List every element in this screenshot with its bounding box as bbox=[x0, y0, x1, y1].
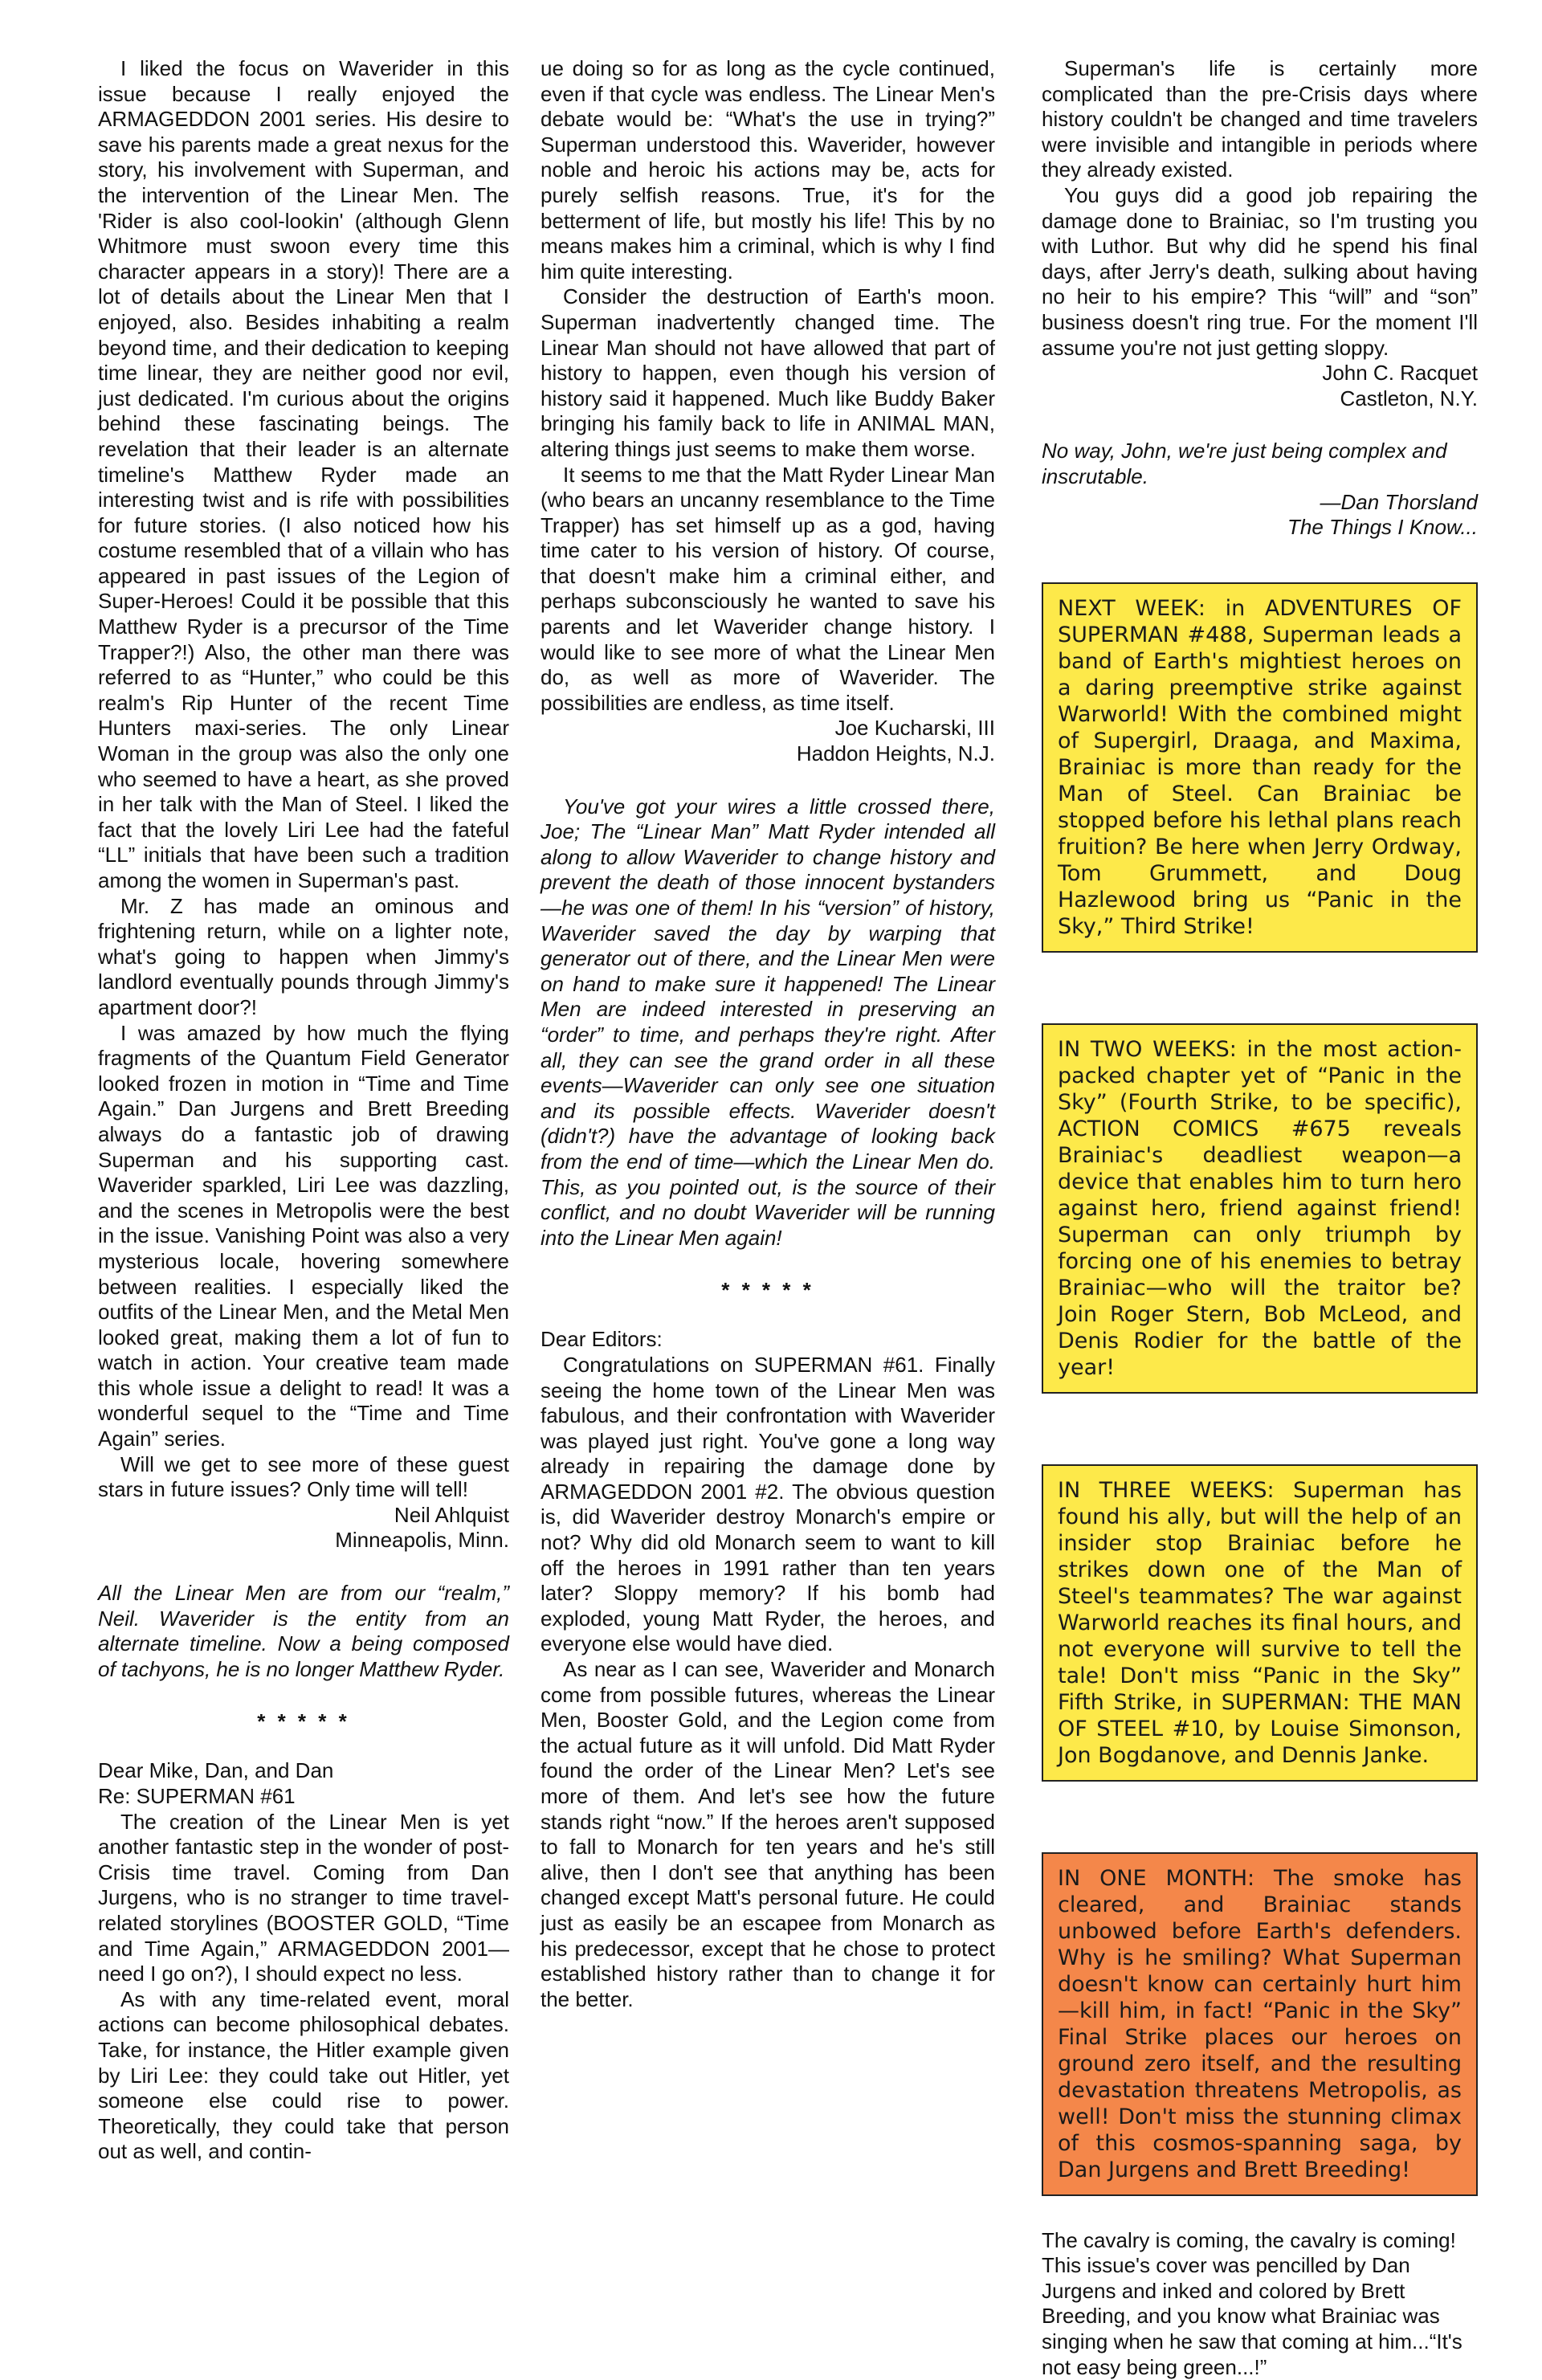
one-month-promo-box: IN ONE MONTH: The smoke has cleared, and Brainiac stands unbowed before Earth's defenders. Why is he smiling? What Superman doesn't know can certainly hurt him—kill him, in fact! “Panic in the Sky” Final Strike places our heroes on ground zero itself, and the resulting devastation threatens Metropolis, as well! Don't miss the stunning climax of this cosmos-spanning saga, by Dan Jurgens and Brett Breeding! bbox=[1042, 1852, 1478, 2196]
section-divider-stars: * * * * * bbox=[257, 1709, 350, 1734]
editor-reply-signature-title: The Things I Know... bbox=[1287, 515, 1478, 540]
letter-signature-name: John C. Racquet bbox=[1322, 361, 1478, 386]
editor-reply-signature: —Dan Thorsland bbox=[1320, 489, 1478, 514]
closing-paragraph: The cavalry is coming, the cavalry is coming! This issue's cover was pencilled by Dan Jurgens and inked and colored by Brett Breeding, and you know what Brainiac was singing when he saw that coming at him...“It's not easy being green...!” bbox=[1042, 2227, 1462, 2379]
letters-column-3 bbox=[1042, 56, 1478, 2380]
letter-paragraph: I liked the focus on Waverider in this issue because I really enjoyed the ARMAGEDDON 2001 series. His desire to save his parents made a great nexus for the story, his involvement with Superman, and the intervention of the Linear Men. The 'Rider is also cool-lookin' (although Glenn Whitmore must swoon every time this character appears in a story)! There are a lot of details about the Linear Men that I enjoyed, also. Besides inhabiting a realm beyond time, and their dedication to keeping time linear, they are neither good nor evil, just dedicated. I'm curious about the origins behind these fascinating beings. The revelation that their leader is an alternate timeline's Matthew Ryder made an interesting twist and is rife with possibilities for future stories. (I also noticed how his costume resembled that of a villain who has appeared in past issues of the Legion of Super-Heroes! Could it be possible that this Matthew Ryder is a precursor of the Time Trapper?!) Also, the other man there was referred to as “Hunter,” who could be this realm's Rip Hunter of the recent Time Hunters maxi-series. The only Linear Woman in the group was also the only one who seemed to have a heart, as she proved in her talk with the Man of Steel. I liked the fact that the lovely Liri Lee had the fateful “LL” initials that have been such a tradition among the women in Superman's past. bbox=[98, 56, 509, 892]
letter-signature-place: Minneapolis, Minn. bbox=[335, 1528, 509, 1553]
letter-paragraph: Will we get to see more of these guest stars in future issues? Only time will tell! bbox=[98, 1451, 509, 1502]
three-weeks-promo-box: IN THREE WEEKS: Superman has found his ally, but will the help of an insider stop Brainiac before he strikes down one of the Man of Steel's teammates? The war against Warworld reaches its final hours, and not everyone will survive to tell the tale! Don't miss “Panic in the Sky” Fifth Strike, in SUPERMAN: THE MAN OF STEEL #10, by Louise Simonson, Jon Bogdanove, and Dennis Janke. bbox=[1042, 1464, 1478, 1782]
editor-reply: You've got your wires a little crossed there, Joe; The “Linear Man” Matt Ryder intended all along to allow Waverider to change history and prevent the death of those innocent bystanders—he was one of them! In his “version” of history, Waverider saved the day by warping that generator out of there, and the Linear Men were on hand to make sure it happened! The Linear Men are indeed interested in preserving an “order” to time, and perhaps they're right. After all, they can see the grand order in all these events—Waverider can only see one situation and its possible effects. Waverider doesn't (didn't?) have the advantage of looking back from the end of time—which the Linear Men do. This, as you pointed out, is the source of their conflict, and no doubt Waverider will be running into the Linear Men again! bbox=[541, 794, 995, 1250]
letter-subject: Re: SUPERMAN #61 bbox=[98, 1784, 296, 1808]
letter-paragraph: ue doing so for as long as the cycle continued, even if that cycle was endless. The Linear Men's debate would be: “What's the use in trying?” Superman understood this. Waverider, however noble and heroic his actions may be, acts for purely selfish reasons. True, it's for the betterment of life, but mostly his life! This by no means makes him a criminal, which is why I find him quite interesting. bbox=[541, 56, 995, 284]
letters-column-2 bbox=[541, 56, 995, 2012]
letter-salutation: Dear Mike, Dan, and Dan bbox=[98, 1758, 334, 1783]
section-divider-stars: * * * * * bbox=[721, 1278, 814, 1303]
editor-reply: No way, John, we're just being complex and inscrutable. bbox=[1042, 439, 1447, 488]
letter-signature-name: Neil Ahlquist bbox=[394, 1502, 509, 1527]
letter-paragraph: You guys did a good job repairing the damage done to Brainiac, so I'm trusting you with Luthor. But why did he spend his final days, after Jerry's death, sulking about having no heir to his empire? This “will” and “son” business doesn't ring true. For the moment I'll assume you're not just getting sloppy. bbox=[1042, 182, 1478, 360]
letter-paragraph: As near as I can see, Waverider and Monarch come from possible futures, whereas the Linear Men, Booster Gold, and the Legion come from the actual future as it will unfold. Did Matt Ryder found the order of the Linear Men? Let's see more of them. And let's see how the future stands right “now.” If the heroes aren't supposed to fall to Monarch for ten years and he's still alive, then I don't see that anything has been changed except Matt's personal future. He could just as easily be an escapee from Monarch as his predecessor, except that he chose to protect established history rather than to change it for the better. bbox=[541, 1657, 995, 2011]
letter-signature-place: Castleton, N.Y. bbox=[1340, 386, 1478, 410]
two-weeks-promo-box: IN TWO WEEKS: in the most action-packed chapter yet of “Panic in the Sky” (Fourth Strike, to be specific), ACTION COMICS #675 reveals Brainiac's deadliest weapon—a device that enables him to turn hero against hero, friend against friend! Superman can only triumph by forcing one of his enemies to betray Brainiac—who will the traitor be? Join Roger Stern, Bob McLeod, and Denis Rodier for the battle of the year! bbox=[1042, 1023, 1478, 1394]
letter-signature-name: Joe Kucharski, III bbox=[834, 716, 995, 741]
letters-column-1 bbox=[98, 56, 509, 2165]
letter-paragraph: Consider the destruction of Earth's moon. Superman inadvertently changed time. The Linear Man should not have allowed that part of history to happen, even though his version of history said it happened. Much like Buddy Baker bringing his family back to life in ANIMAL MAN, altering things just seems to make them worse. bbox=[541, 284, 995, 461]
letter-paragraph: I was amazed by how much the flying fragments of the Quantum Field Generator looked frozen in motion in “Time and Time Again.” Dan Jurgens and Brett Breeding always do a fantastic job of drawing Superman and his supporting cast. Waverider sparkled, Liri Lee was dazzling, and the scenes in Metropolis were the best in the issue. Vanishing Point was also a very mysterious locale, hovering somewhere between realities. I especially liked the outfits of the Linear Men, and the Metal Men looked great, making them a lot of fun to watch in action. Your creative team made this whole issue a delight to read! It was a wonderful sequel to the “Time and Time Again” series. bbox=[98, 1020, 509, 1451]
letter-paragraph: Superman's life is certainly more complicated than the pre-Crisis days where history couldn't be changed and time travelers were invisible and intangible in periods where they already existed. bbox=[1042, 56, 1478, 182]
letter-paragraph: As with any time-related event, moral actions can become philosophical debates. Take, for instance, the Hitler example given by Liri Lee: they could take out Hitler, yet someone else could rise to power. Theoretically, they could take that person out as well, and contin- bbox=[98, 1986, 509, 2164]
letter-paragraph: Mr. Z has made an ominous and frightening return, while on a lighter note, what's going to happen when Jimmy's landlord eventually pounds through Jimmy's apartment door?! bbox=[98, 893, 509, 1019]
letter-paragraph: Congratulations on SUPERMAN #61. Finally seeing the home town of the Linear Men was fabulous, and their confrontation with Waverider was played just right. You've gone a long way already in repairing the damage done by ARMAGEDDON 2001 #2. The obvious question is, did Waverider destroy Monarch's empire or not? Why did old Monarch seem to want to kill off the heroes in 1991 rather than ten years later? Sloppy memory? If his bomb had exploded, young Matt Ryder, the heroes, and everyone else would have died. bbox=[541, 1352, 995, 1656]
next-week-promo-box: NEXT WEEK: in ADVENTURES OF SUPERMAN #488, Superman leads a band of Earth's mightiest heroes on a daring preemptive strike against Warworld! With the combined might of Supergirl, Draaga, and Maxima, Brainiac is more than ready for the Man of Steel. Can Brainiac be stopped before his lethal plans reach fruition? Be here when Jerry Ordway, Tom Grummett, and Doug Hazlewood bring us “Panic in the Sky,” Third Strike! bbox=[1042, 582, 1478, 953]
editor-reply: All the Linear Men are from our “realm,” Neil. Waverider is the entity from an alternate timeline. Now a being composed of tachyons, he is no longer Matthew Ryder. bbox=[98, 1581, 509, 1681]
letter-paragraph: The creation of the Linear Men is yet another fantastic step in the wonder of post-Crisis time travel. Coming from Dan Jurgens, who is no stranger to time travel-related storylines (BOOSTER GOLD, “Time and Time Again,” ARMAGEDDON 2001—need I go on?), I should expect no less. bbox=[98, 1809, 509, 1986]
letter-salutation: Dear Editors: bbox=[541, 1327, 663, 1352]
letter-signature-place: Haddon Heights, N.J. bbox=[796, 741, 995, 766]
letter-paragraph: It seems to me that the Matt Ryder Linear Man (who bears an uncanny resemblance to the Time Trapper) has set himself up as a god, having time cater to his version of history. Of course, that doesn't make him a criminal either, and perhaps subconsciously he wanted to save his parents and let Waverider change history. I would like to see more of what the Linear Men do, as well as more of Waverider. The possibilities are endless, as time itself. bbox=[541, 462, 995, 715]
